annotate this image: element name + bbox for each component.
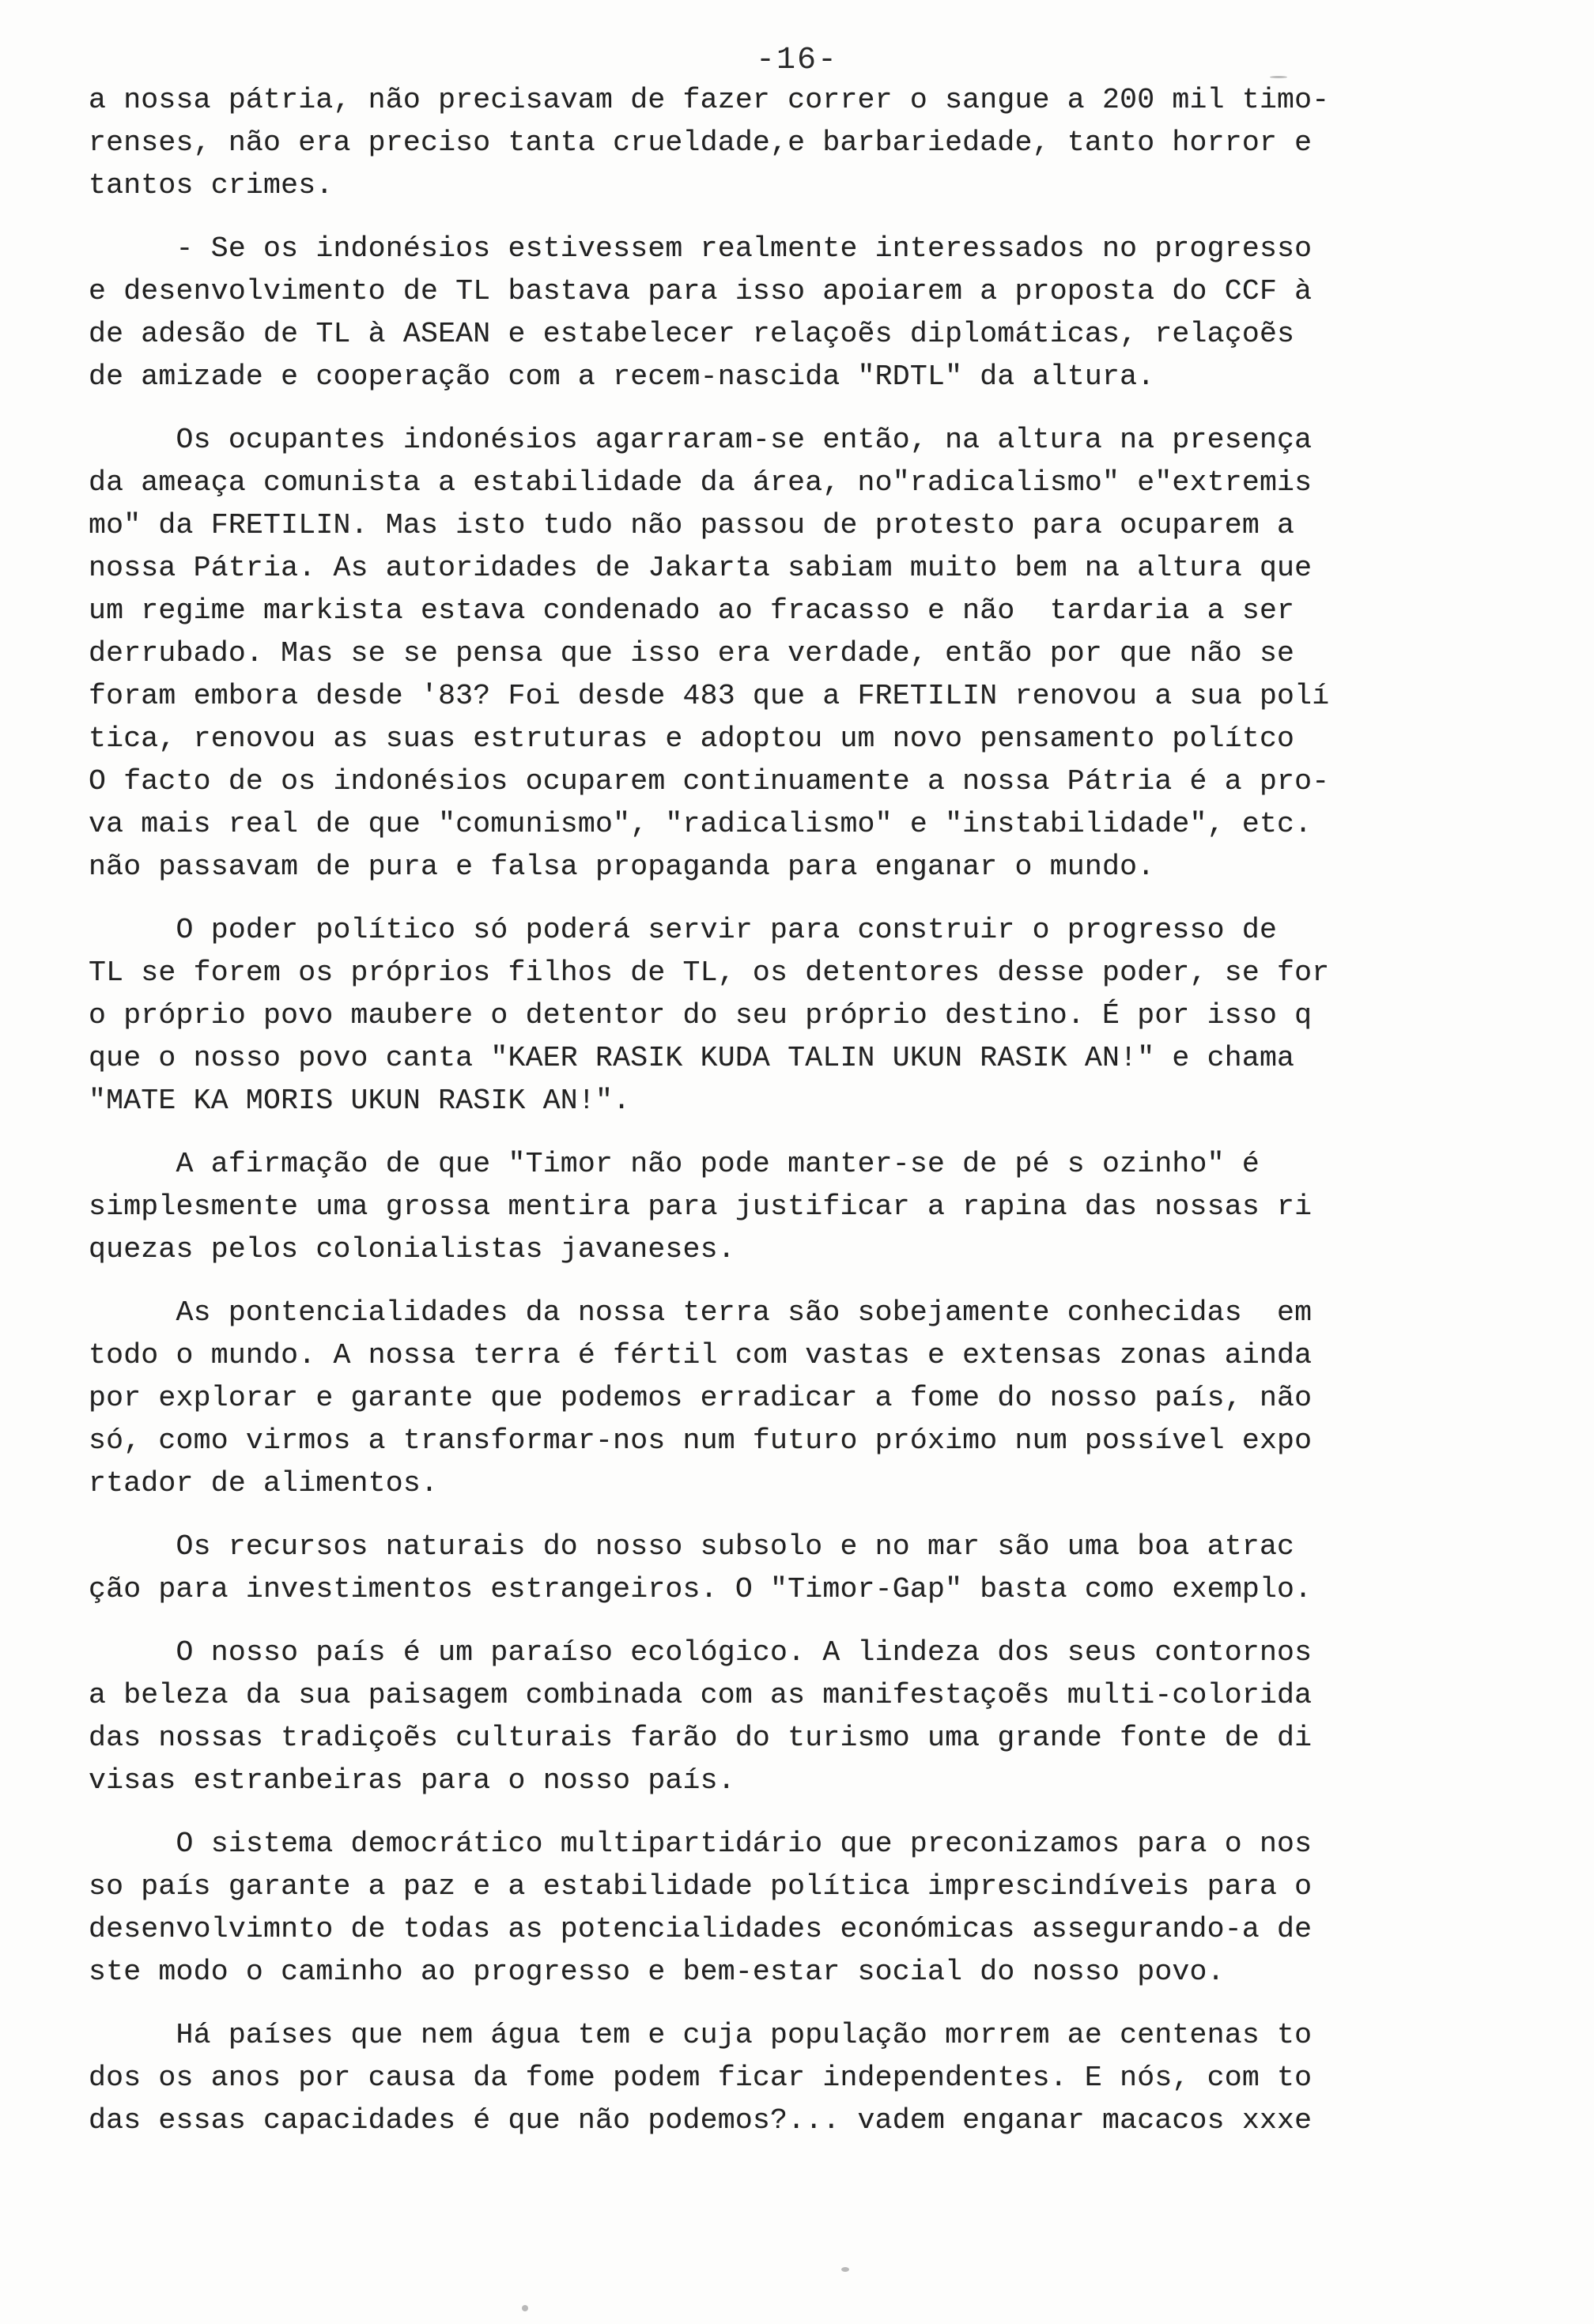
text-line: - Se os indonésios estivessem realmente interessados no progresso bbox=[89, 232, 1313, 265]
text-line: ção para investimentos estrangeiros. O "Timor-Gap" basta como exemplo. bbox=[89, 1573, 1313, 1605]
text-line: ste modo o caminho ao progresso e bem-estar social do nosso povo. bbox=[89, 1956, 1225, 1988]
text-line: de adesão de TL à ASEAN e estabelecer relaçoẽs diplomáticas, relaçoẽs bbox=[89, 318, 1295, 350]
text-line: va mais real de que "comunismo", "radicalismo" e "instabilidade", etc. bbox=[89, 808, 1313, 840]
text-line: um regime markista estava condenado ao fracasso e não tardaria a ser bbox=[89, 594, 1295, 627]
text-line: rtador de alimentos. bbox=[89, 1467, 439, 1500]
scan-speck bbox=[841, 2267, 849, 2272]
text-line: visas estranbeiras para o nosso país. bbox=[89, 1764, 735, 1797]
text-line: das nossas tradiçoẽs culturais farão do turismo uma grande fonte de di bbox=[89, 1722, 1313, 1754]
paragraph bbox=[89, 1632, 1480, 1802]
text-line: a nossa pátria, não precisavam de fazer correr o sangue a 200 mil timo- bbox=[89, 84, 1330, 116]
text-line: tantos crimes. bbox=[89, 169, 334, 202]
text-line: nossa Pátria. As autoridades de Jakarta sabiam muito bem na altura que bbox=[89, 552, 1313, 584]
paragraph bbox=[89, 1292, 1480, 1505]
text-line: por explorar e garante que podemos erradicar a fome do nosso país, não bbox=[89, 1382, 1313, 1414]
text-line: so país garante a paz e a estabilidade política imprescindíveis para o bbox=[89, 1870, 1313, 1903]
text-line: e desenvolvimento de TL bastava para isso apoiarem a proposta do CCF à bbox=[89, 275, 1313, 307]
body-text bbox=[89, 79, 1480, 2163]
text-line: das essas capacidades é que não podemos?... vadem enganar macacos xxxe bbox=[89, 2104, 1313, 2137]
scan-speck bbox=[1270, 76, 1287, 78]
text-line: Os ocupantes indonésios agarraram-se então, na altura na presença bbox=[89, 424, 1313, 456]
text-line: de amizade e cooperação com a recem-nascida "RDTL" da altura. bbox=[89, 360, 1155, 393]
text-line: Há países que nem água tem e cuja população morrem ae centenas to bbox=[89, 2019, 1313, 2051]
text-line: só, como virmos a transformar-nos num futuro próximo num possível expo bbox=[89, 1424, 1313, 1457]
text-line: O sistema democrático multipartidário que preconizamos para o nos bbox=[89, 1828, 1313, 1860]
paragraph bbox=[89, 1823, 1480, 1994]
text-line: O nosso país é um paraíso ecológico. A lindeza dos seus contornos bbox=[89, 1636, 1313, 1669]
paragraph bbox=[89, 1143, 1480, 1271]
page-number: -16- bbox=[755, 43, 838, 78]
scan-speck bbox=[522, 2305, 528, 2311]
text-line: a beleza da sua paisagem combinada com as manifestaçoẽs multi-colorida bbox=[89, 1679, 1313, 1711]
text-line: Os recursos naturais do nosso subsolo e no mar são uma boa atrac bbox=[89, 1530, 1295, 1563]
paragraph bbox=[89, 79, 1480, 207]
text-line: A afirmação de que "Timor não pode manter-se de pé s ozinho" é bbox=[89, 1148, 1260, 1180]
text-line: não passavam de pura e falsa propaganda para enganar o mundo. bbox=[89, 851, 1155, 883]
text-line: As pontencialidades da nossa terra são sobejamente conhecidas em bbox=[89, 1296, 1313, 1329]
paragraph bbox=[89, 228, 1480, 398]
text-line: todo o mundo. A nossa terra é fértil com vastas e extensas zonas ainda bbox=[89, 1339, 1313, 1371]
text-line: dos os anos por causa da fome podem ficar independentes. E nós, com to bbox=[89, 2062, 1313, 2094]
text-line: O facto de os indonésios ocuparem continuamente a nossa Pátria é a pro- bbox=[89, 765, 1330, 798]
text-line: foram embora desde '83? Foi desde 483 que a FRETILIN renovou a sua polí bbox=[89, 680, 1330, 712]
paragraph bbox=[89, 2014, 1480, 2142]
text-line: TL se forem os próprios filhos de TL, os detentores desse poder, se for bbox=[89, 956, 1330, 989]
text-line: da ameaça comunista a estabilidade da área, no"radicalismo" e"extremis bbox=[89, 466, 1313, 499]
text-line: derrubado. Mas se se pensa que isso era verdade, então por que não se bbox=[89, 637, 1295, 670]
paragraph bbox=[89, 419, 1480, 888]
text-line: o próprio povo maubere o detentor do seu próprio destino. É por isso q bbox=[89, 999, 1313, 1032]
text-line: simplesmente uma grossa mentira para justificar a rapina das nossas ri bbox=[89, 1190, 1313, 1223]
text-line: mo" da FRETILIN. Mas isto tudo não passou de protesto para ocuparem a bbox=[89, 509, 1295, 541]
text-line: "MATE KA MORIS UKUN RASIK AN!". bbox=[89, 1085, 631, 1117]
text-line: que o nosso povo canta "KAER RASIK KUDA TALIN UKUN RASIK AN!" e chama bbox=[89, 1042, 1295, 1074]
text-line: desenvolvimnto de todas as potencialidades económicas assegurando-a de bbox=[89, 1913, 1313, 1945]
text-line: tica, renovou as suas estruturas e adoptou um novo pensamento polítco bbox=[89, 722, 1295, 755]
text-line: renses, não era preciso tanta crueldade,e barbariedade, tanto horror e bbox=[89, 126, 1313, 159]
paragraph bbox=[89, 1526, 1480, 1611]
text-line: quezas pelos colonialistas javaneses. bbox=[89, 1233, 735, 1266]
paragraph bbox=[89, 909, 1480, 1122]
text-line: O poder político só poderá servir para construir o progresso de bbox=[89, 914, 1278, 946]
